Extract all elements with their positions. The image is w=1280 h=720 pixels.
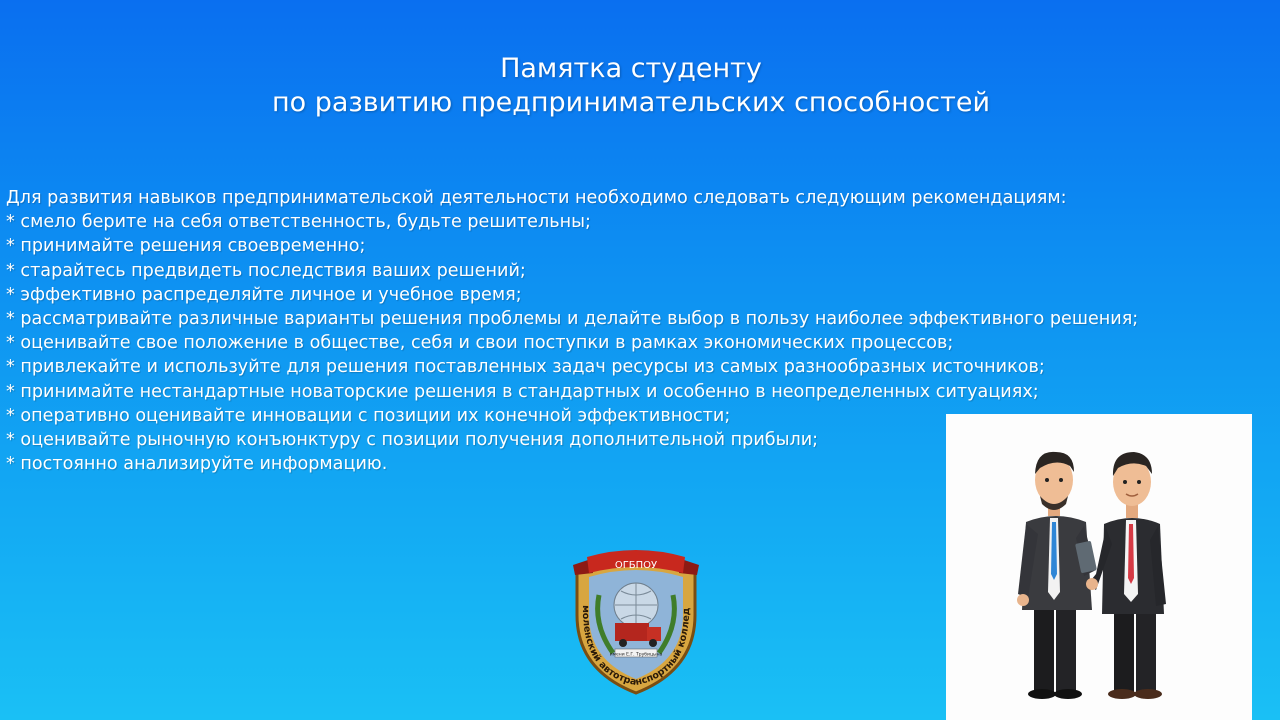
- two-businessmen-illustration: [946, 414, 1252, 720]
- title-line-1: Памятка студенту: [500, 53, 762, 84]
- emblem-arc-text: моленский автотранспортный коллед: [579, 605, 693, 688]
- list-item: * оценивайте свое положение в обществе, себя и свои поступки в рамках экономических процессов;: [6, 333, 954, 354]
- list-item: * рассматривайте различные варианты решения проблемы и делайте выбор в пользу наиболее эффективного решения;: [6, 309, 1139, 330]
- businessman-left: [1017, 452, 1097, 699]
- emblem-plaque-text: имени Е.Г. Трубицына: [609, 652, 663, 658]
- list-item: * старайтесь предвидеть последствия ваших решений;: [6, 260, 526, 281]
- emblem-ribbon-text: ОГБПОУ: [614, 560, 658, 571]
- page-title: [0, 52, 1262, 120]
- college-emblem-icon: [563, 545, 709, 695]
- list-item: * принимайте нестандартные новаторские решения в стандартных и особенно в неопределенных ситуациях;: [6, 381, 1039, 402]
- list-item: * смело берите на себя ответственность, будьте решительны;: [6, 212, 591, 233]
- list-item: * принимайте решения своевременно;: [6, 236, 366, 257]
- list-item: * привлекайте и используйте для решения поставленных задач ресурсы из самых разнообразных источников;: [6, 357, 1045, 378]
- list-item: * оценивайте рыночную конъюнктуру с позиции получения дополнительной прибыли;: [6, 430, 819, 451]
- list-item: * постоянно анализируйте информацию.: [6, 454, 388, 475]
- list-item: * оперативно оценивайте инновации с позиции их конечной эффективности;: [6, 405, 731, 426]
- title-line-2: по развитию предпринимательских способностей: [271, 87, 991, 118]
- list-item: * эффективно распределяйте личное и учебное время;: [6, 284, 522, 305]
- businessman-right: [1086, 452, 1166, 699]
- intro-text: Для развития навыков предпринимательской деятельности необходимо следовать следующим рекомендациям:: [6, 188, 1067, 208]
